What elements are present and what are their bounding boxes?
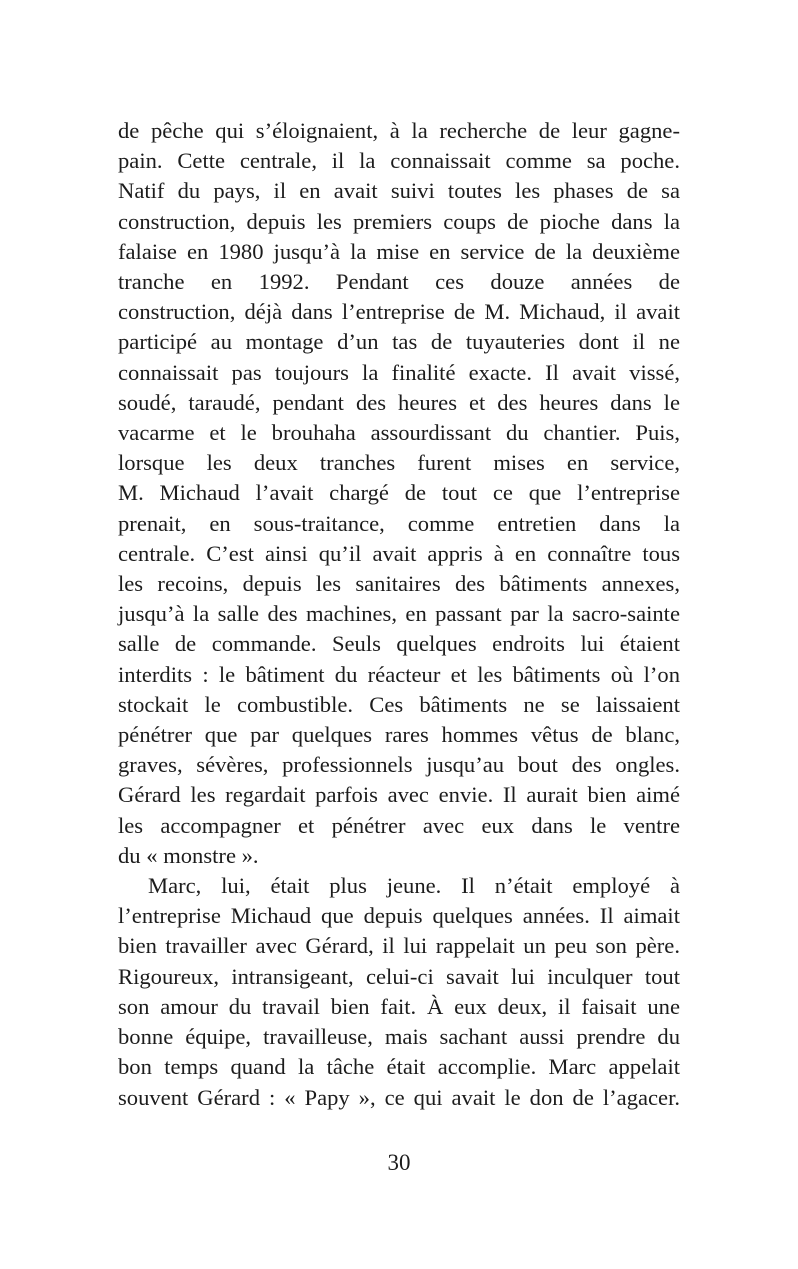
text-line: tranche en 1992. Pendant ces douze années de <box>118 269 680 295</box>
text-line: pénétrer que par quelques rares hommes vêtus de blanc, <box>118 722 680 748</box>
text-line: construction, depuis les premiers coups de pioche dans la <box>118 208 680 234</box>
text-line: du « monstre ». <box>118 842 259 868</box>
text-line: interdits : le bâtiment du réacteur et les bâtiments où l’on <box>118 661 680 687</box>
text-line: salle de commande. Seuls quelques endroits lui étaient <box>118 631 680 657</box>
text-line: Marc, lui, était plus jeune. Il n’était employé à <box>148 873 680 899</box>
text-line: bonne équipe, travailleuse, mais sachant aussi prendre du <box>118 1024 680 1050</box>
text-line: participé au montage d’un tas de tuyauteries dont il ne <box>118 329 680 355</box>
text-line: lorsque les deux tranches furent mises en service, <box>118 450 680 476</box>
text-line: graves, sévères, professionnels jusqu’au bout des ongles. <box>118 752 680 778</box>
text-line: les accompagner et pénétrer avec eux dans le ventre <box>118 812 680 838</box>
text-line: jusqu’à la salle des machines, en passant par la sacro-sainte <box>118 601 680 627</box>
text-line: bon temps quand la tâche était accomplie. Marc appelait <box>118 1054 680 1080</box>
text-line: souvent Gérard : « Papy », ce qui avait le don de l’agacer. <box>118 1084 680 1110</box>
text-line: prenait, en sous-traitance, comme entretien dans la <box>118 510 680 536</box>
page-number: 30 <box>387 1150 411 1175</box>
text-line: son amour du travail bien fait. À eux deux, il faisait une <box>118 993 680 1019</box>
text-line: Natif du pays, il en avait suivi toutes les phases de sa <box>118 178 680 204</box>
text-line: les recoins, depuis les sanitaires des bâtiments annexes, <box>118 571 680 597</box>
text-line: de pêche qui s’éloignaient, à la recherche de leur gagne- <box>118 118 680 143</box>
paragraph-2 <box>118 871 680 1113</box>
body-text <box>118 116 680 1113</box>
text-line: M. Michaud l’avait chargé de tout ce que l’entreprise <box>118 480 680 506</box>
text-line: vacarme et le brouhaha assourdissant du chantier. Puis, <box>118 420 680 446</box>
text-line: bien travailler avec Gérard, il lui rappelait un peu son père. <box>118 933 680 959</box>
text-line: l’entreprise Michaud que depuis quelques années. Il aimait <box>118 903 680 929</box>
text-line: connaissait pas toujours la finalité exacte. Il avait vissé, <box>118 359 680 385</box>
text-line: soudé, taraudé, pendant des heures et des heures dans le <box>118 389 680 415</box>
text-line: Gérard les regardait parfois avec envie. Il aurait bien aimé <box>118 782 680 808</box>
text-line: pain. Cette centrale, il la connaissait comme sa poche. <box>118 148 680 174</box>
text-line: centrale. C’est ainsi qu’il avait appris à en connaître tous <box>118 540 680 566</box>
text-line: Rigoureux, intransigeant, celui-ci savait lui inculquer tout <box>118 963 680 989</box>
text-line: falaise en 1980 jusqu’à la mise en service de la deuxième <box>118 238 680 264</box>
text-line: stockait le combustible. Ces bâtiments ne se laissaient <box>118 691 680 717</box>
text-line: construction, déjà dans l’entreprise de M. Michaud, il avait <box>118 299 680 325</box>
paragraph-1 <box>118 116 680 871</box>
